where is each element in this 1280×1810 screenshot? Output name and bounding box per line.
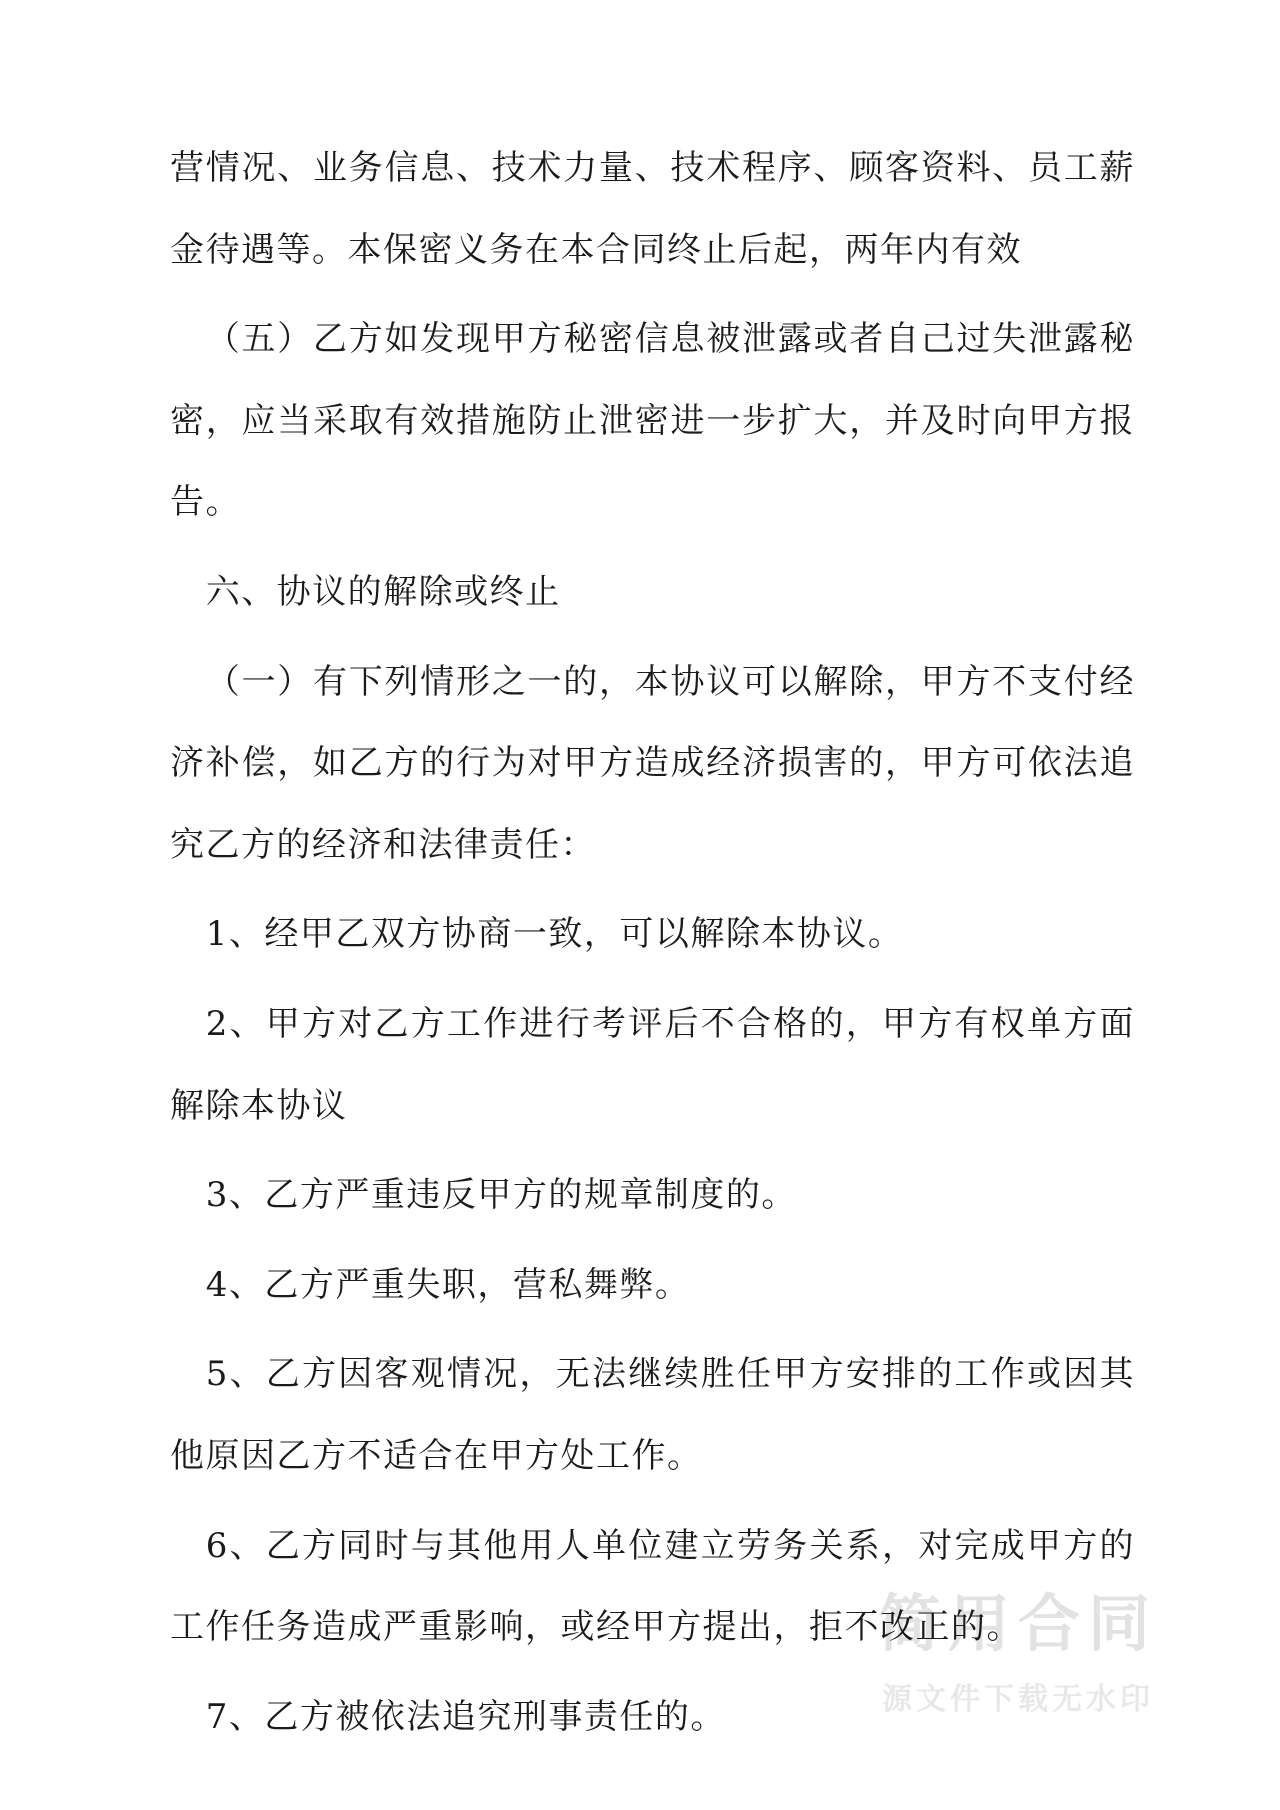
paragraph: 六、协议的解除或终止 [205, 571, 561, 612]
paragraph: （五）乙方如发现甲方秘密信息被泄露或者自己过失泄露秘密，应当采取有效措施防止泄密进一步扩大，并及时向甲方报告。 [170, 319, 1135, 523]
paragraph: 4、乙方严重失职，营私舞弊。 [205, 1264, 691, 1305]
watermark-subtitle: 源文件下载无水印 [881, 1682, 1154, 1717]
paragraph: 1、经甲乙双方协商一致，可以解除本协议。 [205, 914, 904, 955]
paragraph: 5、乙方因客观情况，无法继续胜任甲方安排的工作或因其他原因乙方不适合在甲方处工作。 [170, 1354, 1135, 1476]
watermark-title: 简用合同 [877, 1586, 1158, 1660]
paragraph: 2、甲方对乙方工作进行考评后不合格的，甲方有权单方面解除本协议 [170, 1003, 1135, 1126]
paragraph: 7、乙方被依法追究刑事责任的。 [205, 1696, 726, 1737]
paragraph: 6、乙方同时与其他用人单位建立劳务关系，对完成甲方的工作任务造成严重影响，或经甲方提出，拒不改正的。 [170, 1525, 1135, 1648]
paragraph: 营情况、业务信息、技术力量、技术程序、顾客资料、员工薪金待遇等。本保密义务在本合同终止后起，两年内有效 [170, 148, 1135, 270]
paragraph: （一）有下列情形之一的，本协议可以解除，甲方不支付经济补偿，如乙方的行为对甲方造成经济损害的，甲方可依法追究乙方的经济和法律责任： [170, 661, 1135, 865]
paragraph: 3、乙方严重违反甲方的规章制度的。 [205, 1175, 797, 1216]
